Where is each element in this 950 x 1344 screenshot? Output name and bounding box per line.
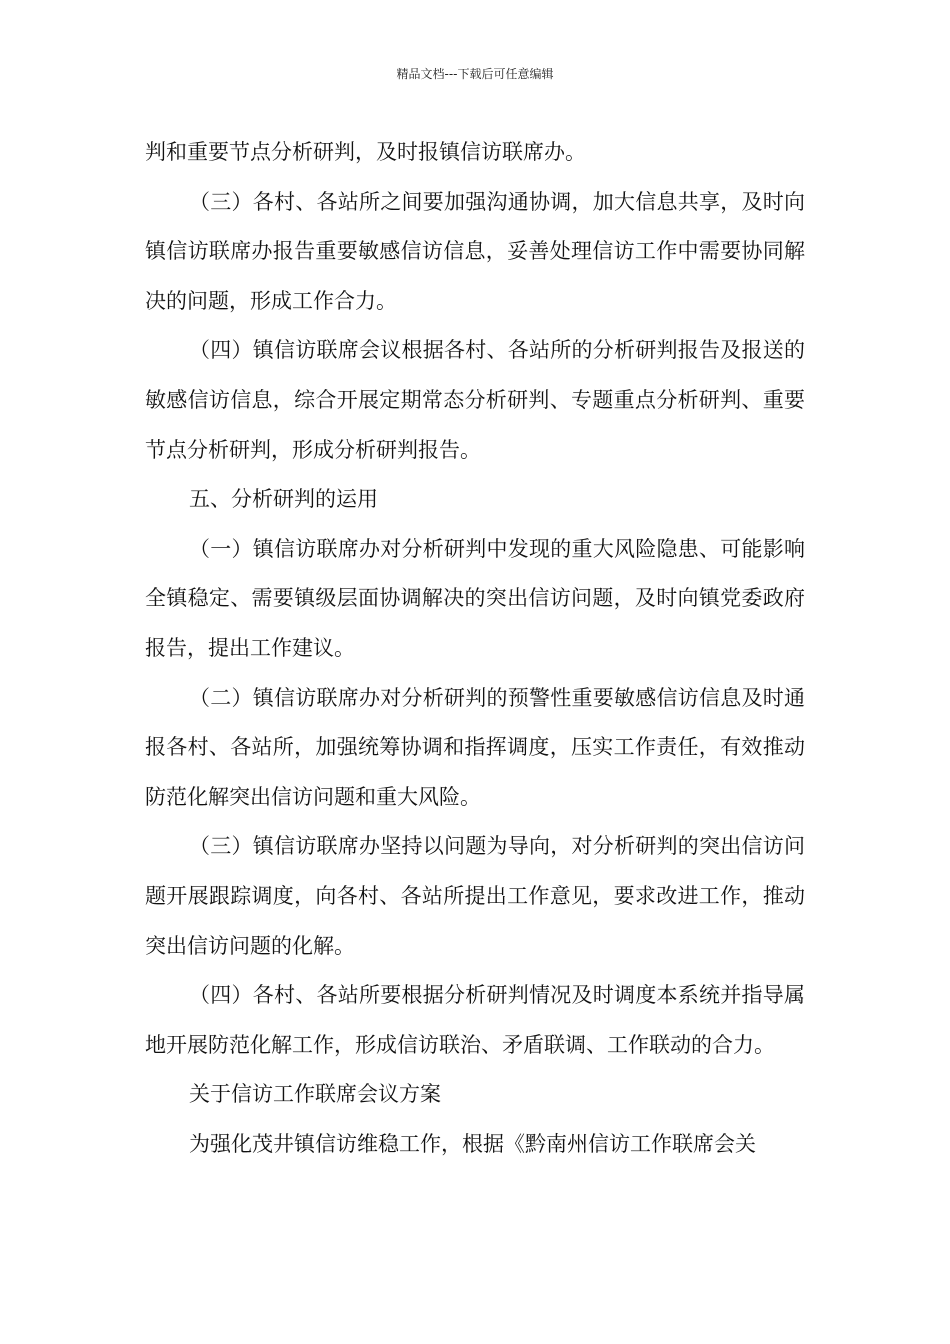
document-subtitle: 关于信访工作联席会议方案 <box>189 1082 441 1107</box>
page-header: 精品文档---下载后可任意编辑 <box>396 67 554 81</box>
paragraph: （四）各村、各站所要根据分析研判情况及时调度本系统并指导属地开展防范化解工作，形成信访联治、矛盾联调、工作联动的合力。 <box>145 983 805 1057</box>
paragraph: （二）镇信访联席办对分析研判的预警性重要敏感信访信息及时通报各村、各站所，加强统筹协调和指挥调度，压实工作责任，有效推动防范化解突出信访问题和重大风险。 <box>145 685 805 809</box>
paragraph: 为强化茂井镇信访维稳工作，根据《黔南州信访工作联席会关 <box>189 1131 756 1156</box>
paragraph: （一）镇信访联席办对分析研判中发现的重大风险隐患、可能影响全镇稳定、需要镇级层面协调解决的突出信访问题，及时向镇党委政府报告，提出工作建议。 <box>145 536 805 660</box>
paragraph: （三）各村、各站所之间要加强沟通协调，加大信息共享，及时向镇信访联席办报告重要敏感信访信息，妥善处理信访工作中需要协同解决的问题，形成工作合力。 <box>145 189 805 313</box>
section-heading: 五、分析研判的运用 <box>189 487 378 512</box>
paragraph: 判和重要节点分析研判，及时报镇信访联席办。 <box>145 140 586 164</box>
paragraph: （三）镇信访联席办坚持以问题为导向，对分析研判的突出信访问题开展跟踪调度，向各村、各站所提出工作意见，要求改进工作，推动突出信访问题的化解。 <box>145 834 805 958</box>
document-body <box>145 128 805 1169</box>
paragraph: （四）镇信访联席会议根据各村、各站所的分析研判报告及报送的敏感信访信息，综合开展定期常态分析研判、专题重点分析研判、重要节点分析研判，形成分析研判报告。 <box>145 338 805 462</box>
